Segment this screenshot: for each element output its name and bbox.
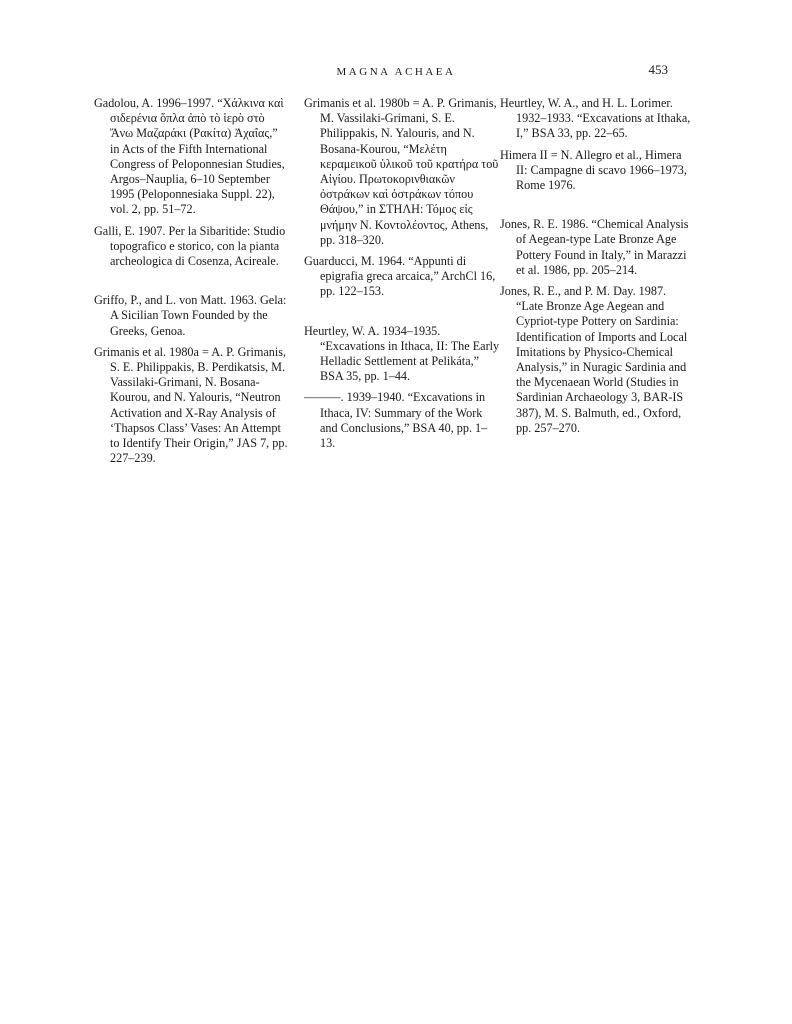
bibliography-entry: Gadolou, A. 1996–1997. “Χάλκινα καὶ σιδερένια ὅπλα ἀπὸ τὸ ἱερὸ στὸ Ἄνω Μαζαράκι (Ρακίτα) Ἀχαΐας,” in Acts of the Fifth International Congress of Peloponnesian Studies, Argos–Nauplia, 6–10 September 1995 (Peloponnesiaka Suppl. 22), vol. 2, pp. 51–72.: [94, 96, 285, 217]
bibliography-entry: Jones, R. E., and P. M. Day. 1987. “Late Bronze Age Aegean and Cypriot-type Pottery on Sardinia: Identification of Imports and Local Imitations by Physico-Chemical Analysis,” in Nuragic Sardinia and the Mycenaean World (Studies in Sardinian Archaeology 3, BAR-IS 387), M. S. Balmuth, ed., Oxford, pp. 257–270.: [500, 284, 688, 435]
running-head: MAGNA ACHAEA: [336, 66, 456, 78]
bibliography-entry: Grimanis et al. 1980a = A. P. Grimanis, S. E. Philippakis, B. Perdikatsis, M. Vassilaki-Grimani, N. Bosana-Kourou, and N. Yalouris, “Neutron Activation and X-Ray Analysis of ‘Thapsos Class’ Vases: An Attempt to Identify Their Origin,” JAS 7, pp. 227–239.: [94, 344, 288, 466]
bibliography-entry: Heurtley, W. A. 1934–1935. “Excavations in Ithaca, II: The Early Helladic Settlement at Pelikáta,” BSA 35, pp. 1–44.: [304, 323, 500, 384]
bibliography-column-1: [94, 96, 290, 472]
bibliography-entry: Griffo, P., and L. von Matt. 1963. Gela: A Sicilian Town Founded by the Greeks, Genoa.: [94, 293, 287, 338]
bibliography-entry: Heurtley, W. A., and H. L. Lorimer. 1932–1933. “Excavations at Ithaka, I,” BSA 33, pp. 22–65.: [500, 96, 691, 141]
bibliography-entry: Grimanis et al. 1980b = A. P. Grimanis, M. Vassilaki-Grimani, S. E. Philippakis, N. Yalouris, and N. Bosana-Kourou, “Μελέτη κεραμεικοῦ ὑλικοῦ τοῦ κρατήρα τοῦ Αἰγίου. Πρωτοκορινθιακῶν ὀστράκων καὶ ὀστράκων τόπου Θάψου,” in ΣΤΗΛΗ: Τόμος εἰς μνήμην Ν. Κοντολέοντος, Athens, pp. 318–320.: [304, 96, 499, 247]
bibliography-entry: Himera II = N. Allegro et al., Himera II: Campagne di scavo 1966–1973, Rome 1976.: [500, 147, 687, 193]
bibliography-entry: Galli, E. 1907. Per la Sibaritide: Studio topografico e storico, con la pianta archeologica di Cosenza, Acireale.: [94, 223, 286, 269]
page-number: 453: [648, 62, 668, 77]
bibliography-entry: Jones, R. E. 1986. “Chemical Analysis of Aegean-type Late Bronze Age Pottery Found in Italy,” in Marazzi et al. 1986, pp. 205–214.: [500, 217, 689, 277]
bibliography-entry: ———. 1939–1940. “Excavations in Ithaca, IV: Summary of the Work and Conclusions,” BSA 40, pp. 1–13.: [304, 390, 488, 451]
bibliography-column-3: [500, 96, 696, 442]
bibliography-entry: Guarducci, M. 1964. “Appunti di epigrafia greca arcaica,” ArchCl 16, pp. 122–153.: [304, 254, 496, 299]
bibliography-column-2: [304, 96, 500, 457]
